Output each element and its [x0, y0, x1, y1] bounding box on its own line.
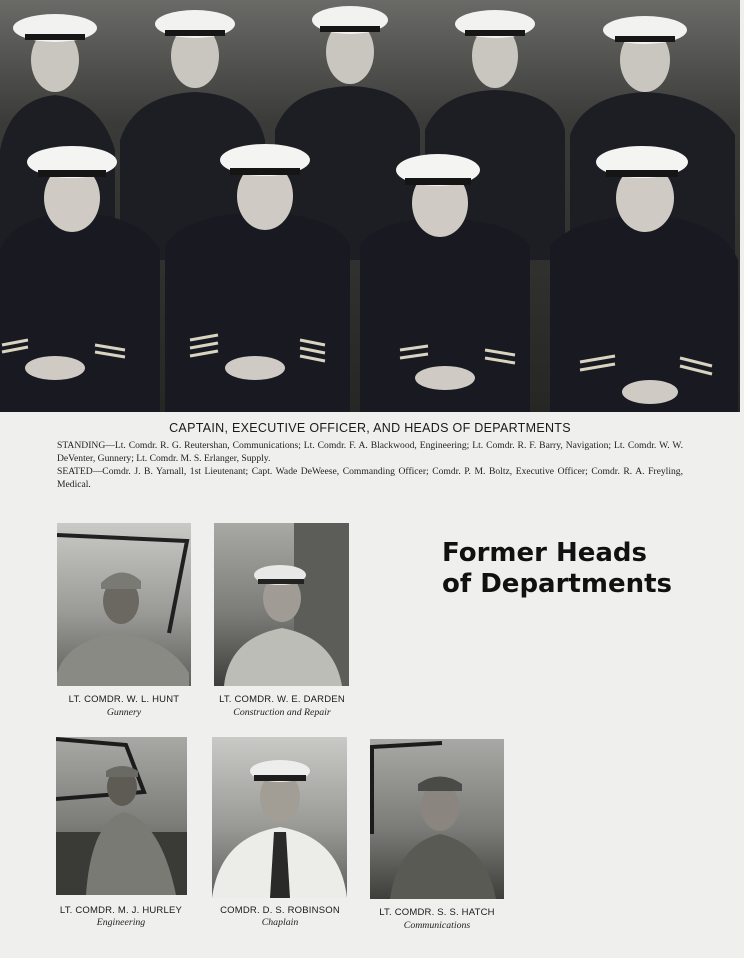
portrait-role-robinson: Chaplain	[261, 917, 299, 928]
portrait-name-hunt: LT. COMDR. W. L. HUNT	[68, 694, 180, 705]
portrait-role-hurley: Engineering	[96, 917, 146, 928]
portrait-name-hatch: LT. COMDR. S. S. HATCH	[379, 907, 495, 918]
portrait-photo-hurley	[56, 737, 187, 895]
officers-figures	[0, 0, 740, 412]
portrait-name-robinson: COMDR. D. S. ROBINSON	[220, 905, 340, 916]
portrait-name-hurley: LT. COMDR. M. J. HURLEY	[59, 905, 183, 916]
group-photo	[0, 0, 740, 412]
heading-line-2: of Departments	[442, 569, 672, 599]
portrait-photo-robinson	[212, 737, 347, 898]
portrait-role-darden: Construction and Repair	[233, 707, 331, 718]
portrait-role-hunt: Gunnery	[106, 707, 142, 718]
section-heading	[442, 538, 672, 600]
portrait-role-hatch: Communications	[403, 920, 471, 931]
portrait-photo-darden	[214, 523, 349, 686]
portrait-name-darden: LT. COMDR. W. E. DARDEN	[219, 694, 345, 705]
group-caption-body	[57, 439, 683, 491]
group-caption-title: CAPTAIN, EXECUTIVE OFFICER, AND HEADS OF DEPARTMENTS	[169, 421, 571, 435]
standing-caption: STANDING—Lt. Comdr. R. G. Reutershan, Communications; Lt. Comdr. F. A. Blackwood, Engineering; Lt. Comdr. R. F. Barry, Navigation; Lt. Comdr. W. W. DeVenter, Gunnery; Lt. Comdr. M. S. Erlanger, Supply.	[57, 440, 683, 464]
portrait-photo-hatch	[370, 739, 504, 899]
seated-caption: SEATED—Comdr. J. B. Yarnall, 1st Lieutenant; Capt. Wade DeWeese, Commanding Officer; Comdr. P. M. Boltz, Executive Officer; Comdr. R. A. Freyling, Medical.	[57, 466, 683, 490]
portrait-photo-hunt	[57, 523, 191, 686]
heading-line-1: Former Heads	[442, 538, 648, 568]
